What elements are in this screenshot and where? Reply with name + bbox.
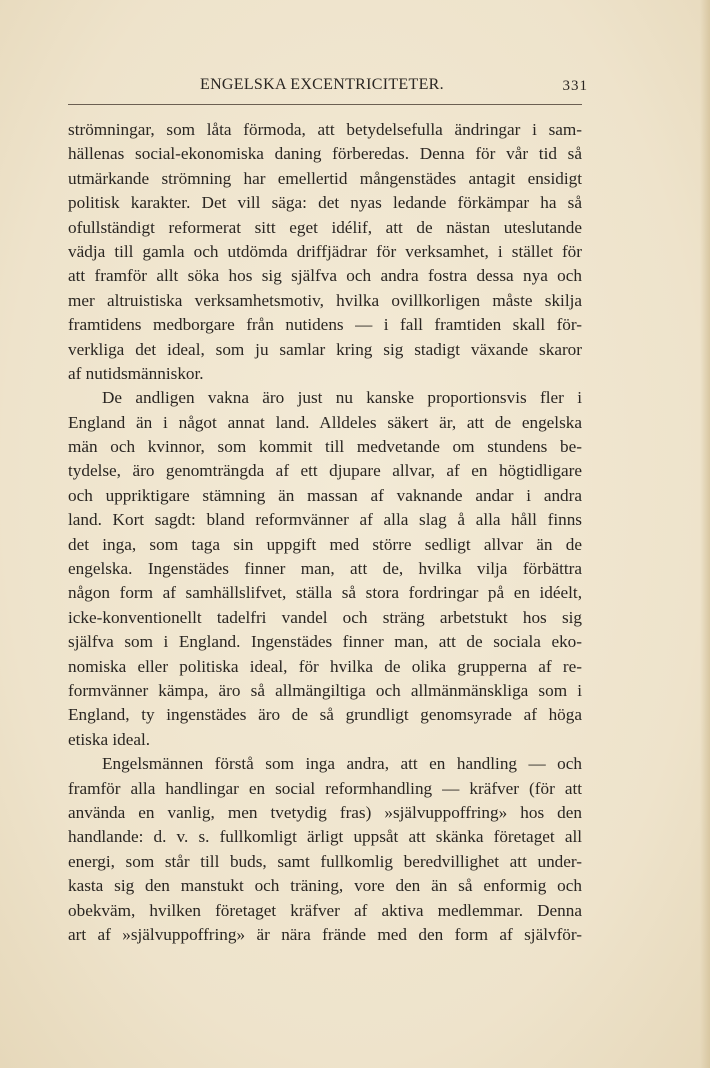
text-line: själfva som i England. Ingenstädes finner man, att de sociala eko- <box>68 632 582 652</box>
text-line: och uppriktigare stämning än massan af vaknande andar i andra <box>68 485 582 505</box>
text-line: land. Kort sagdt: bland reformvänner af alla slag å alla håll finns <box>68 510 582 530</box>
text-line: etiska ideal. <box>68 729 151 749</box>
text-line: någon form af samhällslifvet, ställa så stora fordringar på en idéelt, <box>68 583 582 603</box>
text-line: icke-konventionellt tadelfri vandel och sträng arbetstukt hos sig <box>68 607 582 627</box>
text-line: obekväm, hvilken företaget kräfver af aktiva medlemmar. Denna <box>68 900 582 920</box>
text-line: tydelse, äro genomträngda af ett djupare allvar, af en högtidligare <box>68 461 582 481</box>
text-line: mer altruistiska verksamhetsmotiv, hvilka ovillkorligen måste skilja <box>68 290 582 310</box>
text-line: art af »självuppoffring» är nära frände med den form af självför- <box>68 924 582 944</box>
text-line: England än i något annat land. Alldeles säkert är, att de engelska <box>68 412 582 432</box>
text-line: utmärkande strömning har emellertid mångenstädes antagit ensidigt <box>68 168 582 188</box>
text-line: använda en vanlig, men tvetydig fras) »självuppoffring» hos den <box>68 802 582 822</box>
text-line: att framför allt söka hos sig själfva och andra fostra dessa nya och <box>68 266 582 286</box>
text-line: män och kvinnor, som kommit till medvetande om stundens be- <box>68 437 582 457</box>
text-line: framtidens medborgare från nutidens — i fall framtiden skall för- <box>68 315 582 335</box>
page-header <box>68 76 588 102</box>
text-line: vädja till gamla och utdömda driffjädrar för verksamhet, i stället för <box>68 241 582 261</box>
page-number: 331 <box>562 78 588 94</box>
text-line: De andligen vakna äro just nu kanske proportionsvis fler i <box>102 388 582 408</box>
text-line: handlande: d. v. s. fullkomligt ärligt uppsåt att skänka företaget all <box>68 827 582 847</box>
running-head: ENGELSKA EXCENTRICITETER. <box>200 76 444 93</box>
text-line: framför alla handlingar en social reformhandling — kräfver (för att <box>68 778 582 798</box>
text-line: hällenas social-ekonomiska daning förberedas. Denna för vår tid så <box>68 144 582 164</box>
text-line: Engelsmännen förstå som inga andra, att en handling — och <box>102 754 582 774</box>
text-line: formvänner kämpa, äro så allmängiltiga och allmänmänskliga som i <box>68 680 582 700</box>
text-line: kasta sig den manstukt och träning, vore den än så enformig och <box>68 876 582 896</box>
text-line: politisk karakter. Det vill säga: det nyas ledande förkämpar ha så <box>68 193 582 213</box>
body-text <box>68 118 582 947</box>
text-line: energi, som står till buds, samt fullkomlig beredvillighet att under- <box>68 851 582 871</box>
text-line: engelska. Ingenstädes finner man, att de, hvilka vilja förbättra <box>68 559 582 579</box>
text-line: England, ty ingenstädes äro de så grundligt genomsyrade af höga <box>68 705 582 725</box>
header-rule <box>68 104 582 105</box>
text-line: nomiska eller politiska ideal, för hvilka de olika grupperna af re- <box>68 656 582 676</box>
page-edge-shadow <box>700 0 710 1068</box>
text-line: det inga, som taga sin uppgift med större sedligt allvar än de <box>68 534 582 554</box>
text-line: ofullständigt reformerat sitt eget idélif, att de nästan uteslutande <box>68 217 582 237</box>
text-line: verkliga det ideal, som ju samlar kring sig stadigt växande skaror <box>68 339 582 359</box>
text-line: strömningar, som låta förmoda, att betydelsefulla ändringar i sam- <box>68 120 582 139</box>
text-line: af nutidsmänniskor. <box>68 363 204 383</box>
